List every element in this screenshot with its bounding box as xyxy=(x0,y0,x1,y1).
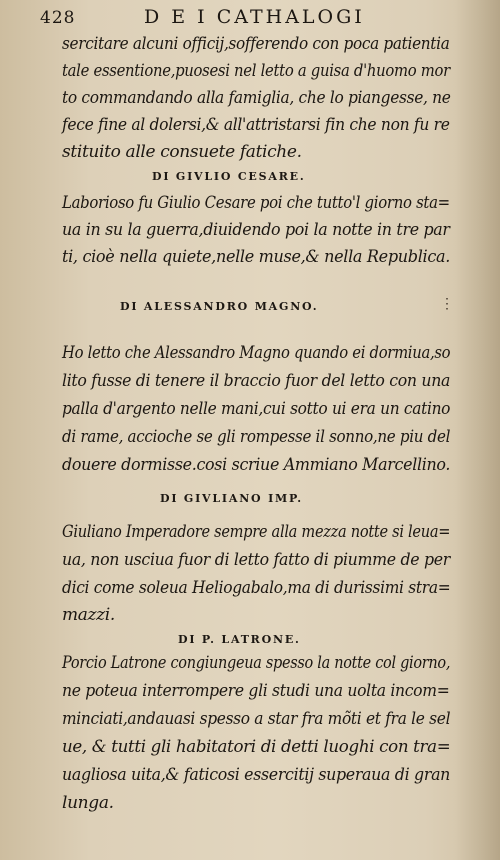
running-head: D E I CATHALOGI xyxy=(144,6,365,28)
marginal-mark: ⋮ xyxy=(440,296,454,312)
section-heading: DI GIVLIANO IMP. xyxy=(160,492,303,505)
text-line: dici come soleua Heliogabalo,ma di durissimi stra= xyxy=(62,578,451,598)
text-line: mazzi. xyxy=(62,605,115,625)
text-line: tale essentione,puosesi nel letto a guisa d'huomo mor xyxy=(62,61,450,81)
page-header xyxy=(40,6,460,30)
text-line: di rame, accioche se gli rompesse il sonno,ne piu del xyxy=(62,427,451,447)
section-heading: DI GIVLIO CESARE. xyxy=(152,170,306,183)
text-line: ua, non usciua fuor di letto fatto di piumme de per xyxy=(62,550,450,570)
text-line: minciati,andauasi spesso a star fra mõti et fra le sel xyxy=(62,709,451,729)
text-line: ue, & tutti gli habitatori di detti luoghi con tra= xyxy=(62,737,451,757)
text-line: Porcio Latrone congiungeua spesso la notte col giorno, xyxy=(62,653,451,673)
section-heading: DI P. LATRONE. xyxy=(178,633,301,646)
text-line: Laborioso fu Giulio Cesare poi che tutto'l giorno sta= xyxy=(62,193,450,213)
section-heading: DI ALESSANDRO MAGNO. xyxy=(120,300,319,313)
text-line: to commandando alla famiglia, che lo piangesse, ne xyxy=(62,88,451,108)
text-line: ne poteua interrompere gli studi una uolta incom= xyxy=(62,681,450,701)
text-line: uagliosa uita,& faticosi essercitij superaua di gran xyxy=(62,765,451,785)
text-line: Ho letto che Alessandro Magno quando ei dormiua,so xyxy=(62,343,451,363)
text-line: lito fusse di tenere il braccio fuor del letto con una xyxy=(62,371,451,391)
text-line: Giuliano Imperadore sempre alla mezza notte si leua= xyxy=(62,522,451,542)
text-line: ua in su la guerra,diuidendo poi la notte in tre par xyxy=(62,220,450,240)
text-line: lunga. xyxy=(62,793,114,813)
text-line: douere dormisse.cosi scriue Ammiano Marcellino. xyxy=(62,455,451,475)
text-line: palla d'argento nelle mani,cui sotto ui era un catino xyxy=(62,399,451,419)
text-line: sercitare alcuni officij,sofferendo con poca patientia xyxy=(62,34,450,54)
page-gutter-shadow xyxy=(455,0,500,860)
text-line: stituito alle consuete fatiche. xyxy=(62,142,302,162)
text-line: fece fine al dolersi,& all'attristarsi fin che non fu re xyxy=(62,115,450,135)
page-number: 428 xyxy=(40,8,76,28)
text-line: ti, cioè nella quiete,nelle muse,& nella Republica. xyxy=(62,247,450,267)
